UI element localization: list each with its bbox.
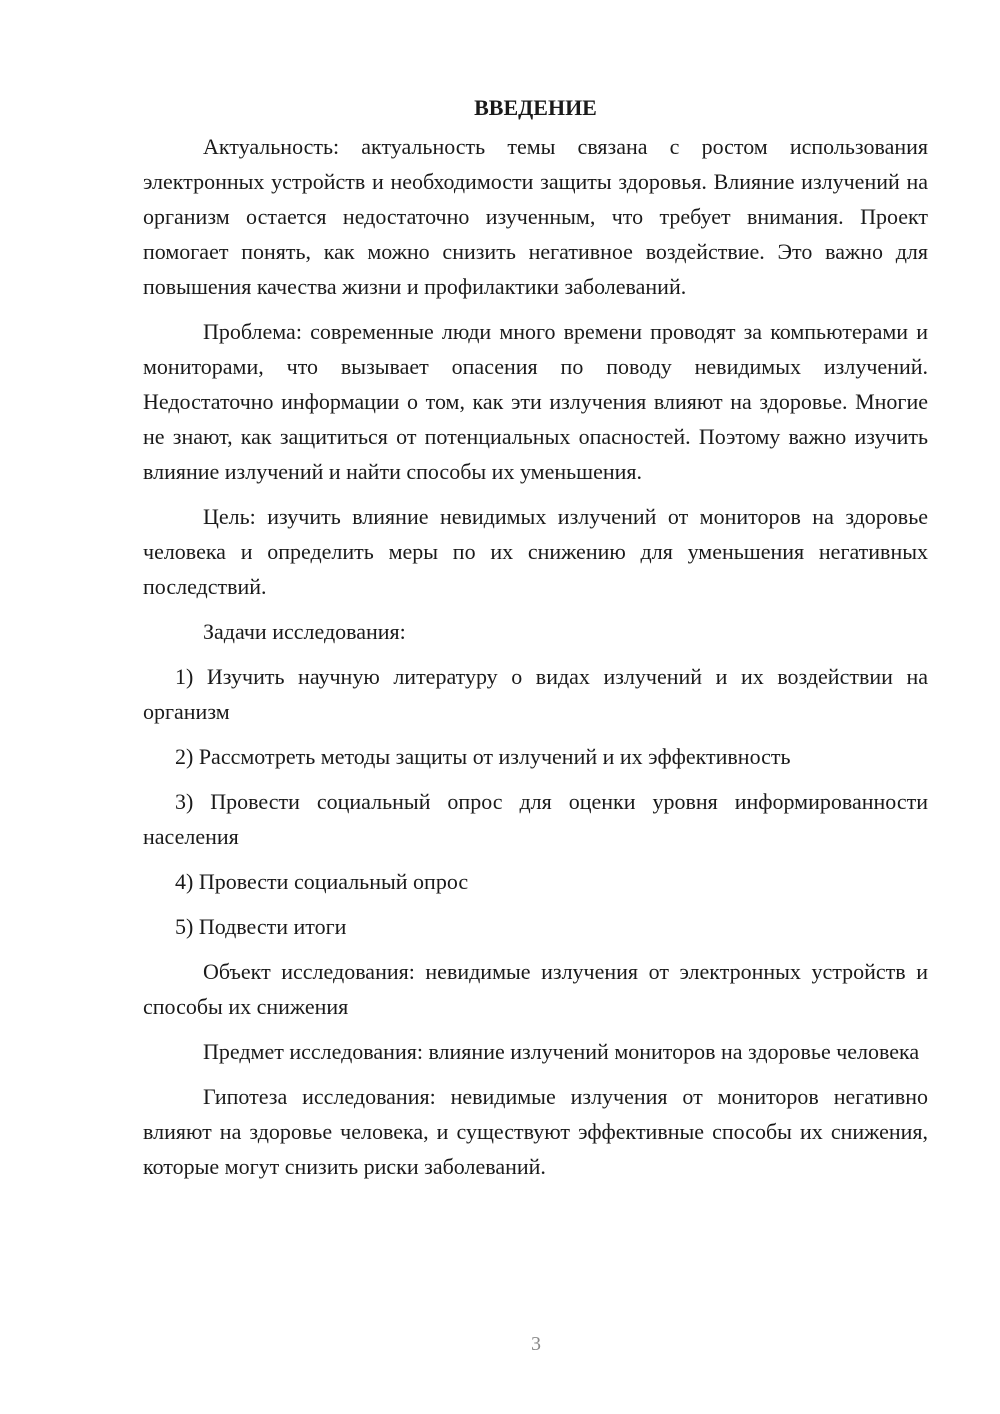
- goal-paragraph: Цель: изучить влияние невидимых излучений от мониторов на здоровье человека и определить меры по их снижению для уменьшения негативных последствий.: [143, 504, 928, 599]
- task-item: 3) Провести социальный опрос для оценки уровня информированности населения: [143, 789, 928, 849]
- page-content: [143, 90, 928, 1194]
- relevance-paragraph: Актуальность: актуальность темы связана с ростом использования электронных устройств и необходимости защиты здоровья. Влияние излучений на организм остается недостаточно изученным, что требует внимания. Проект помогает понять, как можно снизить негативное воздействие. Это важно для повышения качества жизни и профилактики заболеваний.: [143, 134, 928, 299]
- tasks-heading: Задачи исследования:: [203, 619, 406, 644]
- hypothesis-paragraph: Гипотеза исследования: невидимые излучения от мониторов негативно влияют на здоровье человека, и существуют эффективные способы их снижения, которые могут снизить риски заболеваний.: [143, 1084, 928, 1179]
- object-paragraph: Объект исследования: невидимые излучения от электронных устройств и способы их снижения: [143, 959, 928, 1019]
- problem-paragraph: Проблема: современные люди много времени проводят за компьютерами и мониторами, что вызывает опасения по поводу невидимых излучений. Недостаточно информации о том, как эти излучения влияют на здоровье. Многие не знают, как защититься от потенциальных опасностей. Поэтому важно изучить влияние излучений и найти способы их уменьшения.: [143, 319, 928, 484]
- subject-paragraph: Предмет исследования: влияние излучений мониторов на здоровье человека: [203, 1039, 920, 1064]
- task-item: 1) Изучить научную литературу о видах излучений и их воздействии на организм: [143, 664, 928, 724]
- page-number: 3: [531, 1333, 541, 1355]
- task-item: 4) Провести социальный опрос: [175, 869, 469, 894]
- task-item: 2) Рассмотреть методы защиты от излучений и их эффективность: [175, 744, 791, 769]
- section-heading: ВВЕДЕНИЕ: [474, 95, 597, 120]
- task-item: 5) Подвести итоги: [175, 914, 347, 939]
